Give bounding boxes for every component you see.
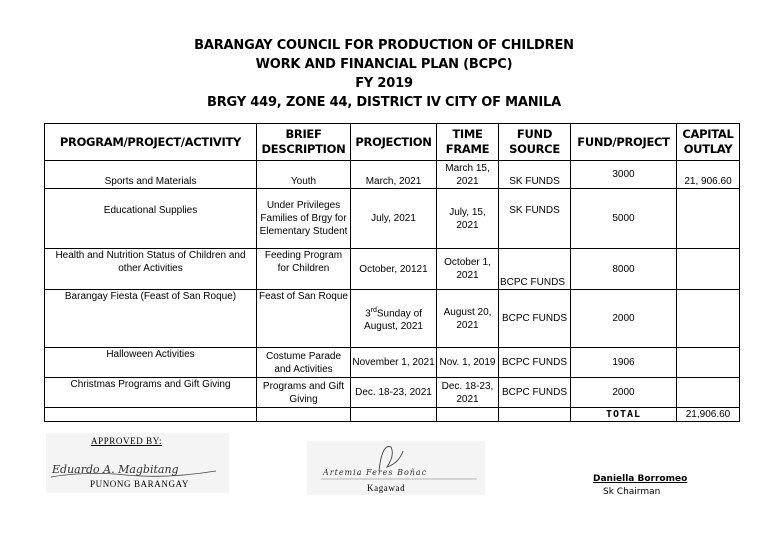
cell-fund-project: 2000: [571, 290, 677, 348]
total-label: TOTAL: [571, 408, 677, 422]
cell-fund-project: 5000: [571, 189, 677, 249]
cell-fund-source: BCPC FUNDS: [499, 249, 571, 290]
kagawad-signature-block: [307, 441, 485, 495]
cell-fund-source: BCPC FUNDS: [499, 378, 571, 408]
table-row: [45, 348, 740, 378]
sk-chairman-block: [593, 474, 687, 497]
work-financial-plan-table: [44, 123, 740, 422]
cell-capital-outlay: 21, 906.60: [677, 161, 740, 189]
kagawad-signature-text: Artemia Feres Boñac: [323, 468, 428, 477]
cell-empty: [499, 408, 571, 422]
table-row: [45, 249, 740, 290]
table-row: [45, 189, 740, 249]
table-header-row: [45, 124, 740, 161]
cell-fund-project: 8000: [571, 249, 677, 290]
cell-program: Sports and Materials: [45, 161, 257, 189]
captain-signature-text: Eduardo A. Magbitang: [52, 463, 179, 476]
col-projection: PROJECTION: [351, 124, 437, 161]
cell-fund-project: 2000: [571, 378, 677, 408]
title-line-2: WORK AND FINANCIAL PLAN (BCPC): [255, 57, 513, 72]
title-line-1: BARANGAY COUNCIL FOR PRODUCTION OF CHILDREN: [194, 38, 574, 53]
cell-fund-source: BCPC FUNDS: [499, 348, 571, 378]
title-line-3: FY 2019: [355, 76, 413, 91]
col-time-frame: TIME FRAME: [437, 124, 499, 161]
col-brief-description: BRIEF DESCRIPTION: [257, 124, 351, 161]
cell-projection: March, 2021: [351, 161, 437, 189]
cell-program: Halloween Activities: [45, 348, 257, 378]
captain-role-label: PUNONG BARANGAY: [90, 479, 189, 489]
cell-projection: Dec. 18-23, 2021: [351, 378, 437, 408]
title-line-4: BRGY 449, ZONE 44, DISTRICT IV CITY OF MANILA: [207, 95, 561, 110]
cell-program: Barangay Fiesta (Feast of San Roque): [45, 290, 257, 348]
cell-empty: [45, 408, 257, 422]
cell-description: Feast of San Roque: [257, 290, 351, 348]
approved-by-label: APPROVED BY:: [91, 436, 163, 446]
cell-description: Under Privileges Families of Brgy for Elementary Student: [257, 189, 351, 249]
cell-time-frame: March 15, 2021: [437, 161, 499, 189]
cell-description: Costume Parade and Activities: [257, 348, 351, 378]
punong-barangay-signature-block: [46, 433, 229, 493]
cell-time-frame: July, 15, 2021: [437, 189, 499, 249]
cell-capital-outlay: [677, 348, 740, 378]
col-fund-project: FUND/PROJECT: [571, 124, 677, 161]
chairman-name: Daniella Borromeo: [593, 474, 688, 484]
col-capital-outlay: CAPITAL OUTLAY: [677, 124, 740, 161]
cell-capital-outlay: [677, 189, 740, 249]
cell-empty: [351, 408, 437, 422]
cell-empty: [437, 408, 499, 422]
cell-description: Programs and Gift Giving: [257, 378, 351, 408]
table-total-row: [45, 408, 740, 422]
cell-fund-source: SK FUNDS: [499, 161, 571, 189]
cell-projection: October, 20121: [351, 249, 437, 290]
chairman-role: Sk Chairman: [603, 487, 661, 497]
cell-fund-source: BCPC FUNDS: [499, 290, 571, 348]
col-program: PROGRAM/PROJECT/ACTIVITY: [45, 124, 257, 161]
cell-program: Christmas Programs and Gift Giving: [45, 378, 257, 408]
cell-time-frame: August 20, 2021: [437, 290, 499, 348]
cell-capital-outlay: [677, 249, 740, 290]
cell-program: Educational Supplies: [45, 189, 257, 249]
cell-empty: [257, 408, 351, 422]
cell-capital-outlay: [677, 378, 740, 408]
document-title: [0, 36, 768, 112]
col-fund-source: FUND SOURCE: [499, 124, 571, 161]
cell-projection: 3rdSunday of August, 2021: [351, 290, 437, 348]
cell-description: Youth: [257, 161, 351, 189]
table-row: [45, 290, 740, 348]
cell-program: Health and Nutrition Status of Children and other Activities: [45, 249, 257, 290]
cell-capital-outlay: [677, 290, 740, 348]
cell-projection: July, 2021: [351, 189, 437, 249]
cell-description: Feeding Program for Children: [257, 249, 351, 290]
table-row: [45, 378, 740, 408]
kagawad-role-label: Kagawad: [367, 483, 406, 493]
cell-projection: November 1, 2021: [351, 348, 437, 378]
cell-fund-project: 1906: [571, 348, 677, 378]
cell-time-frame: Nov. 1, 2019: [437, 348, 499, 378]
cell-fund-project: 3000: [571, 161, 677, 189]
table-row: [45, 161, 740, 189]
cell-time-frame: Dec. 18-23, 2021: [437, 378, 499, 408]
total-value: 21,906.60: [677, 408, 740, 422]
cell-time-frame: October 1, 2021: [437, 249, 499, 290]
cell-fund-source: SK FUNDS: [499, 189, 571, 249]
